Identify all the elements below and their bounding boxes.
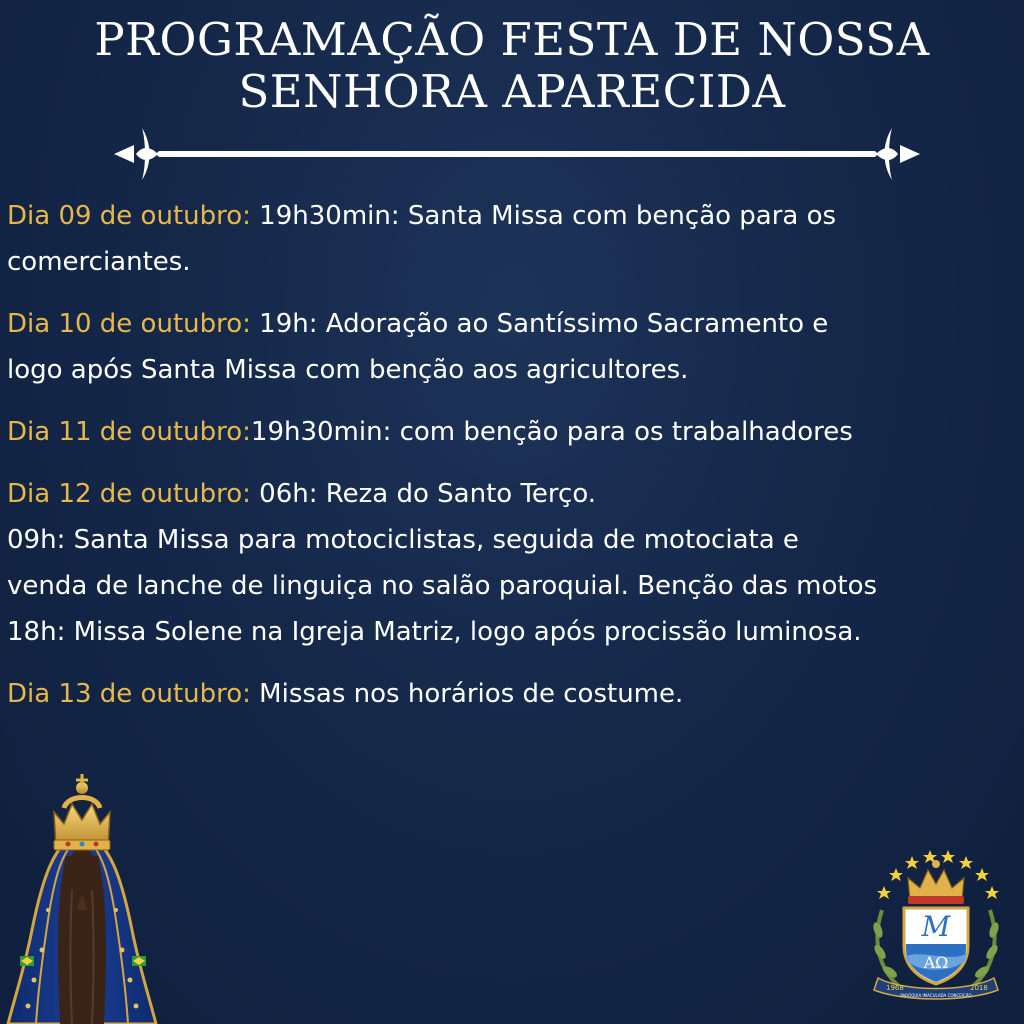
entry-text: 19h30min: com benção para os trabalhadores (250, 417, 853, 447)
date-label: Dia 09 de outubro: (7, 201, 251, 231)
entry-text: venda de lanche de linguiça no salão paroquial. Benção das motos (7, 571, 878, 601)
seal-year-start: 1968 (886, 984, 904, 992)
title-line-1: PROGRAMAÇÃO FESTA DE NOSSA (94, 13, 930, 66)
entry-text: 06h: Reza do Santo Terço. (259, 479, 597, 509)
page-title (0, 14, 1024, 118)
date-label: Dia 11 de outubro: (7, 417, 251, 447)
entry-text: Missas nos horários de costume. (259, 679, 684, 709)
schedule-entry-oct-12 (7, 471, 1022, 655)
seal-year-end: 2018 (970, 984, 988, 992)
entry-text: 19h30min: Santa Missa com benção para os (259, 201, 837, 231)
seal-ribbon-text: PARÓQUIA IMACULADA CONCEIÇÃO (900, 993, 972, 998)
parish-seal (864, 840, 1008, 1000)
title-line-2: SENHORA APARECIDA (238, 65, 786, 118)
date-label: Dia 13 de outubro: (7, 679, 251, 709)
entry-text: logo após Santa Missa com benção aos agricultores. (7, 355, 689, 385)
entry-text: 18h: Missa Solene na Igreja Matriz, logo após procissão luminosa. (7, 617, 862, 647)
schedule-entry-oct-13 (7, 671, 1022, 717)
schedule-list (7, 193, 1022, 717)
schedule-entry-oct-09 (7, 193, 1022, 285)
ornamental-divider (112, 126, 922, 182)
entry-text: comerciantes. (7, 247, 191, 277)
crown-icon (54, 774, 110, 850)
our-lady-aparecida-image (2, 760, 162, 1024)
seal-alpha-omega: AΩ (923, 953, 949, 972)
divider-left-ornament (114, 128, 158, 180)
entry-text: 19h: Adoração ao Santíssimo Sacramento e (259, 309, 829, 339)
divider-right-ornament (876, 128, 920, 180)
date-label: Dia 10 de outubro: (7, 309, 251, 339)
schedule-entry-oct-11 (7, 409, 1022, 455)
date-label: Dia 12 de outubro: (7, 479, 251, 509)
entry-text: 09h: Santa Missa para motociclistas, seguida de motociata e (7, 525, 799, 555)
schedule-entry-oct-10 (7, 301, 1022, 393)
seal-crown-icon (908, 860, 964, 904)
seal-monogram: M (921, 910, 951, 943)
